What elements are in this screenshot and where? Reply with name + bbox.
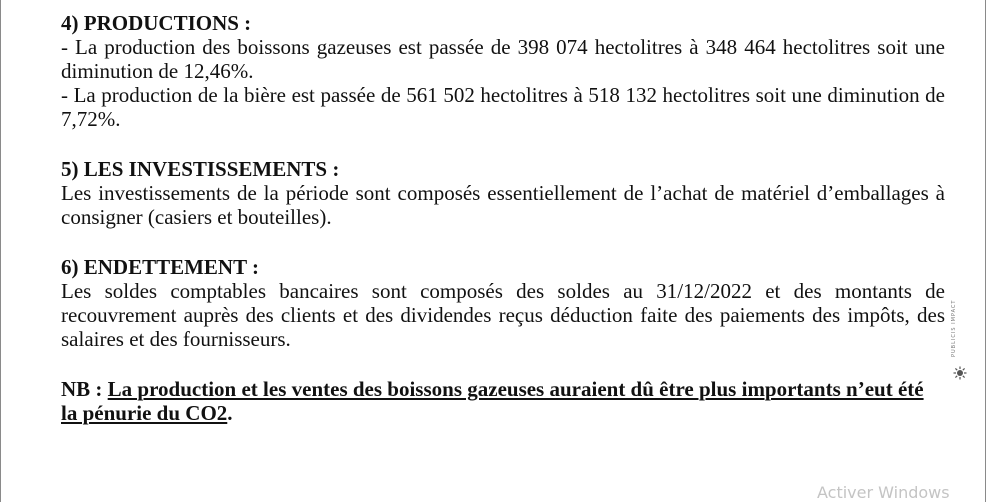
activate-windows-overlay: Activer Windows xyxy=(817,483,950,502)
endettement-text: Les soldes comptables bancaires sont composés des soldes au 31/12/2022 et des montants de recouvrement auprès des clients et des dividendes reçus déduction faite des paiements des impôts, des salaires et des fournisseurs. xyxy=(61,279,945,351)
page-right-edge xyxy=(985,0,986,502)
investissements-text: Les investissements de la période sont composés essentiellement de l’achat de matériel d’emballages à consigner (casiers et bouteilles). xyxy=(61,181,945,229)
heading-investissements: 5) LES INVESTISSEMENTS : xyxy=(61,157,340,181)
section-productions xyxy=(61,11,945,131)
page-left-edge xyxy=(0,0,1,502)
heading-endettement: 6) ENDETTEMENT : xyxy=(61,255,259,279)
nb-suffix: . xyxy=(227,401,233,425)
nb-note xyxy=(61,377,945,425)
document-body xyxy=(61,11,945,425)
nb-prefix: NB : xyxy=(61,377,108,401)
productions-line-gazeuses: - La production des boissons gazeuses est passée de 398 074 hectolitres à 348 464 hectolitres soit une diminution de 12,46%. xyxy=(61,35,945,83)
heading-productions: 4) PRODUCTIONS : xyxy=(61,11,252,35)
productions-line-biere: - La production de la bière est passée de 561 502 hectolitres à 518 132 hectolitres soit une diminution de 7,72%. xyxy=(61,83,945,131)
section-endettement xyxy=(61,255,945,351)
section-investissements xyxy=(61,157,945,229)
publisher-logo-icon xyxy=(953,366,967,380)
nb-underlined-text: La production et les ventes des boissons gazeuses auraient dû être plus importants n’eut été la pénurie du CO2 xyxy=(61,377,924,425)
watermark-text: PUBLICIS IMPACT xyxy=(951,299,957,357)
